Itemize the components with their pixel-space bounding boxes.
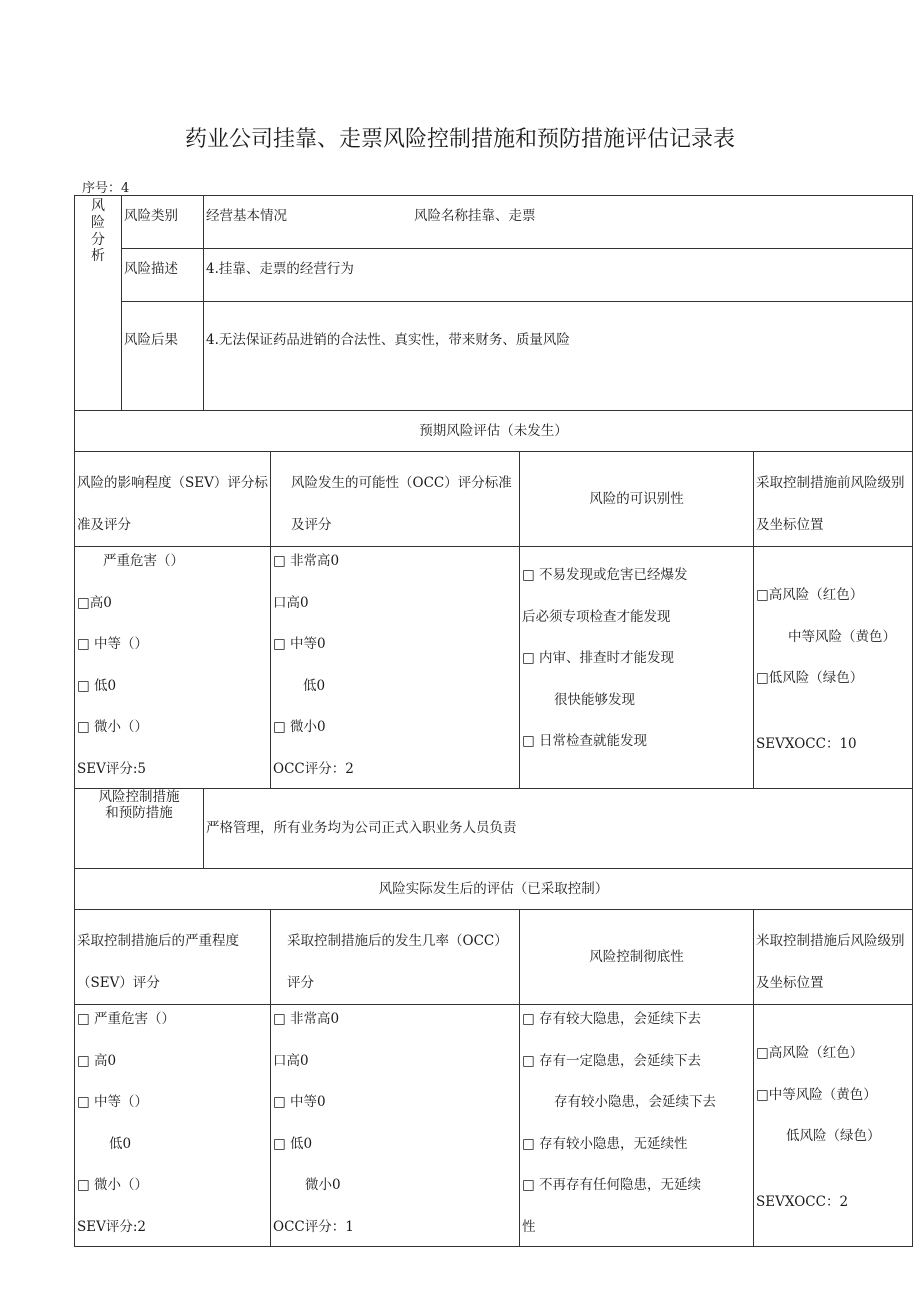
expected-section-title: 预期风险评估（未发生） <box>75 411 913 452</box>
risk-analysis-category <box>75 196 122 411</box>
sev-score: SEV评分:5 <box>77 760 146 777</box>
actual-level-header <box>754 910 913 1005</box>
sev-option[interactable]: 低0 <box>109 1135 132 1152</box>
thorough-option[interactable]: □ 存有一定隐患，会延续下去 <box>522 1052 702 1069</box>
risk-name-value: 风险名称挂靠、走票 <box>414 208 536 224</box>
sev-option[interactable]: 严重危害（） <box>103 553 184 569</box>
risk-desc-value: 4.挂靠、走票的经营行为 <box>204 249 913 302</box>
risk-cons-value: 4.无法保证药品进销的合法性、真实性，带来财务、质量风险 <box>204 302 913 411</box>
level-option[interactable]: □中等风险（黄色） <box>756 1086 877 1103</box>
expected-sev-header <box>75 452 271 547</box>
expected-detect-options <box>520 547 754 789</box>
level-option[interactable]: □高风险（红色） <box>756 1045 864 1061</box>
actual-occ-options <box>271 1005 520 1247</box>
occ-option[interactable]: □ 非常高0 <box>273 553 340 569</box>
occ-score: OCC评分：1 <box>273 1218 354 1235</box>
risk-cons-label: 风险后果 <box>122 302 204 411</box>
measures-value: 严格管理，所有业务均为公司正式入职业务人员负责 <box>204 789 913 869</box>
thorough-option[interactable]: □ 不再存有任何隐患，无延续 <box>522 1177 702 1193</box>
measures-label-line: 和预防措施 <box>105 805 173 822</box>
sev-option[interactable]: □ 微小（） <box>77 719 149 735</box>
actual-sev-header <box>75 910 271 1005</box>
detect-option[interactable]: 很快能够发现 <box>554 691 635 708</box>
header-text: 风险发生的可能性（OCC）评分标准及评分 <box>291 475 512 533</box>
sev-option[interactable]: □高0 <box>77 594 112 611</box>
occ-option[interactable]: 口高0 <box>273 594 309 611</box>
level-option[interactable]: □低风险（绿色） <box>756 670 864 686</box>
sev-score: SEV评分:2 <box>77 1218 146 1235</box>
header-text: 风险的影响程度（SEV）评分标准及评分 <box>77 475 268 533</box>
actual-section-title: 风险实际发生后的评估（已采取控制） <box>75 869 913 910</box>
level-score: SEVXOCC：2 <box>756 1193 849 1210</box>
risk-desc-label: 风险描述 <box>122 249 204 302</box>
thorough-option[interactable]: □ 存有较小隐患，无延续性 <box>522 1135 688 1152</box>
measures-label <box>75 789 204 869</box>
expected-sev-options <box>75 547 271 789</box>
occ-option[interactable]: 低0 <box>303 677 326 694</box>
header-text: 采取控制措施后的严重程度（SEV）评分 <box>77 933 239 991</box>
occ-option[interactable]: □ 非常高0 <box>273 1011 340 1027</box>
risk-type-value: 经营基本情况 <box>206 208 287 224</box>
detect-option-cont: 后必须专项检查才能发现 <box>522 608 671 625</box>
occ-option[interactable]: 微小0 <box>305 1177 341 1193</box>
level-score: SEVXOCC：10 <box>756 735 857 752</box>
actual-occ-header <box>271 910 520 1005</box>
expected-occ-options <box>271 547 520 789</box>
measures-label-line: 风险控制措施 <box>98 789 180 805</box>
thorough-option-cont: 性 <box>522 1218 536 1235</box>
category-char: 险 <box>91 214 105 231</box>
expected-detect-header: 风险的可识别性 <box>520 452 754 547</box>
header-text: 采取控制措施后的发生几率（OCC）评分 <box>287 933 508 991</box>
occ-option[interactable]: □ 中等0 <box>273 1094 326 1110</box>
detect-option[interactable]: □ 日常检查就能发现 <box>522 733 648 749</box>
thorough-option[interactable]: 存有较小隐患，会延续下去 <box>554 1094 716 1110</box>
actual-thorough-header: 风险控制彻底性 <box>520 910 754 1005</box>
expected-occ-header <box>271 452 520 547</box>
detect-option[interactable]: □ 不易发现或危害已经爆发 <box>522 567 688 583</box>
risk-type-label: 风险类别 <box>122 196 204 249</box>
occ-option[interactable]: □ 低0 <box>273 1135 313 1152</box>
level-option[interactable]: 低风险（绿色） <box>786 1128 881 1144</box>
detect-option[interactable]: □ 内审、排查时才能发现 <box>522 650 675 666</box>
occ-score: OCC评分：2 <box>273 760 354 777</box>
risk-type-cell <box>204 196 913 249</box>
category-char: 析 <box>91 248 105 265</box>
occ-option[interactable]: □ 中等0 <box>273 636 326 652</box>
header-text: 米取控制措施后风险级别及坐标位置 <box>756 933 905 991</box>
level-option[interactable]: 中等风险（黄色） <box>788 628 896 645</box>
sev-option[interactable]: □ 严重危害（） <box>77 1011 176 1027</box>
sev-option[interactable]: □ 中等（） <box>77 1094 149 1110</box>
sev-option[interactable]: □ 微小（） <box>77 1177 149 1193</box>
occ-option[interactable]: 口高0 <box>273 1052 309 1069</box>
level-option[interactable]: □高风险（红色） <box>756 587 864 603</box>
expected-level-options <box>754 547 913 789</box>
sev-option[interactable]: □ 中等（） <box>77 636 149 652</box>
thorough-option[interactable]: □ 存有较大隐患，会延续下去 <box>522 1011 702 1027</box>
sev-option[interactable]: □ 低0 <box>77 677 117 694</box>
risk-assessment-table <box>74 195 913 1247</box>
expected-level-header <box>754 452 913 547</box>
occ-option[interactable]: □ 微小0 <box>273 719 326 735</box>
sev-option[interactable]: □ 高0 <box>77 1052 117 1069</box>
category-char: 分 <box>91 231 105 248</box>
actual-sev-options <box>75 1005 271 1247</box>
serial-number: 序号：4 <box>82 181 130 196</box>
document-title: 药业公司挂靠、走票风险控制措施和预防措施评估记录表 <box>184 127 735 152</box>
actual-thorough-options <box>520 1005 754 1247</box>
category-char: 风 <box>91 198 105 214</box>
actual-level-options <box>754 1005 913 1247</box>
header-text: 采取控制措施前风险级别及坐标位置 <box>756 475 905 533</box>
